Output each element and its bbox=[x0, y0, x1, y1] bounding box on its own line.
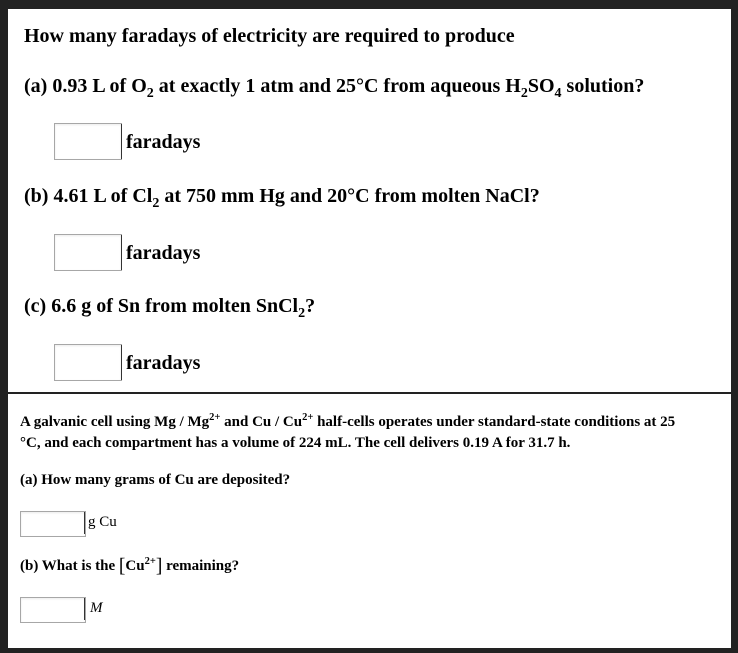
q2-part-a: (a) How many grams of Cu are deposited? bbox=[20, 472, 291, 488]
divider bbox=[121, 235, 122, 270]
question-1-panel bbox=[8, 9, 731, 392]
q1-part-c: (c) 6.6 g of Sn from molten SnCl$_2$? bbox=[24, 295, 316, 321]
q2-answer-b-input[interactable] bbox=[20, 597, 86, 623]
q2-unit-a: g Cu bbox=[88, 514, 117, 530]
left-bracket: [ bbox=[118, 556, 126, 577]
q2-part-b: (b) What is the $[Cu^{2+}]$ remaining? bbox=[20, 556, 240, 577]
divider bbox=[84, 512, 85, 534]
q2-unit-b: M bbox=[90, 600, 103, 616]
right-bracket: ] bbox=[155, 556, 163, 577]
q1-unit-b: faradays bbox=[126, 242, 201, 264]
divider bbox=[121, 345, 122, 380]
q1-part-b: (b) 4.61 L of $Cl_2$ at 750 mm Hg and 20°C from molten NaCl? bbox=[24, 185, 540, 211]
q2-answer-a-input[interactable] bbox=[20, 511, 86, 537]
q1-unit-c: faradays bbox=[126, 352, 201, 374]
q2-intro-line1: A galvanic cell using Mg / $Mg^{2+}$ and Cu / $Cu^{2+}$ half-cells operates under standard-state conditions at 25 bbox=[20, 412, 676, 430]
q1-answer-c-input[interactable] bbox=[54, 344, 122, 381]
question-2-panel bbox=[8, 394, 731, 648]
q1-intro: How many faradays of electricity are required to produce bbox=[24, 25, 515, 47]
q1-unit-a: faradays bbox=[126, 131, 201, 153]
divider bbox=[84, 598, 85, 620]
q1-part-a: (a) 0.93 L of $O_2$ at exactly 1 atm and 25°C from aqueous $H_2SO_4$ solution? bbox=[24, 75, 645, 101]
q2-intro-line2: °C, and each compartment has a volume of 224 mL. The cell delivers 0.19 A for 31.7 h. bbox=[20, 435, 571, 451]
divider bbox=[121, 124, 122, 159]
q1-answer-b-input[interactable] bbox=[54, 234, 122, 271]
q1-answer-a-input[interactable] bbox=[54, 123, 122, 160]
